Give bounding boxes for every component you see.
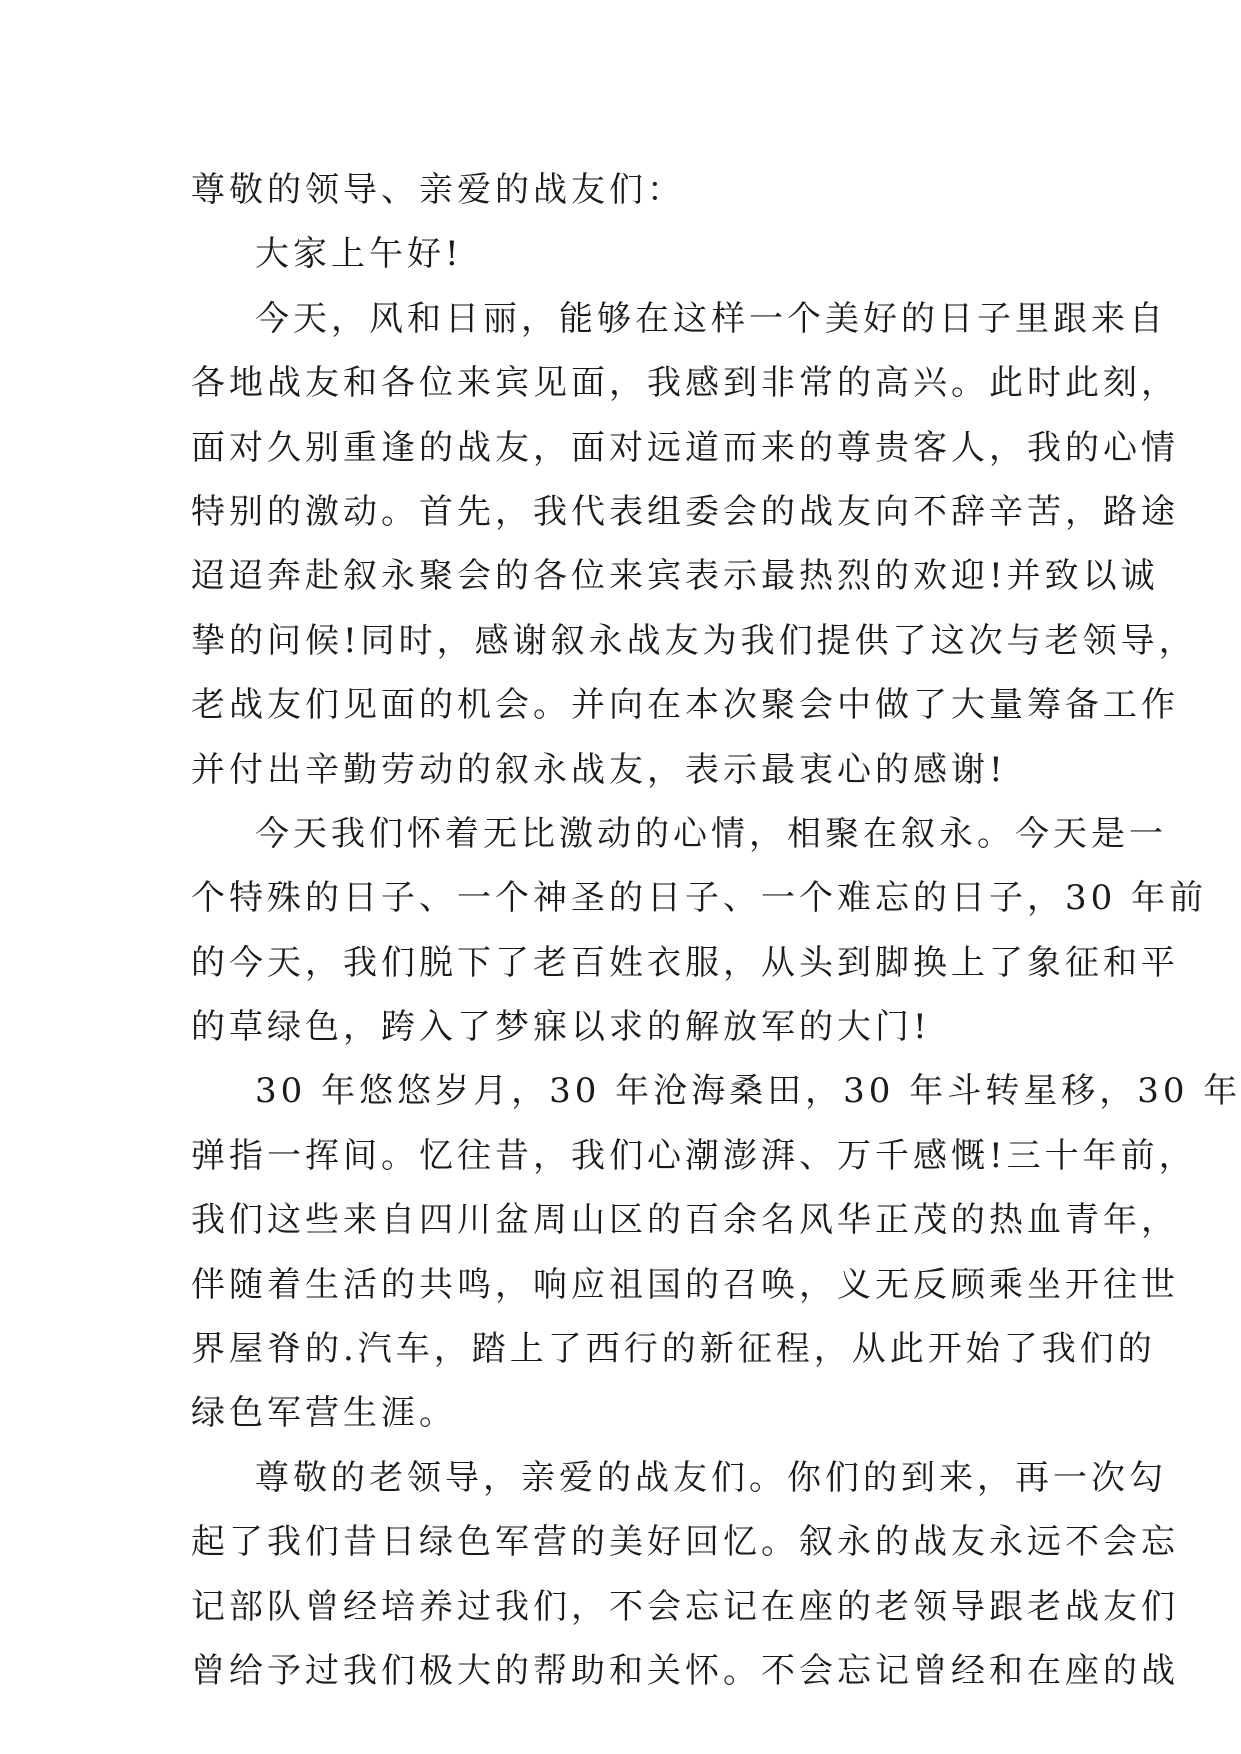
text-line: 伴随着生活的共鸣，响应祖国的召唤，义无反顾乘坐开往世 xyxy=(191,1264,1179,1305)
text-line: 曾给予过我们极大的帮助和关怀。不会忘记曾经和在座的战 xyxy=(191,1650,1179,1691)
text-line: 今天，风和日丽，能够在这样一个美好的日子里跟来自 xyxy=(255,298,1167,339)
text-line: 绿色军营生涯。 xyxy=(191,1393,457,1434)
text-line: 30 年悠悠岁月，30 年沧海桑田，30 年斗转星移，30 年 xyxy=(255,1071,1241,1112)
text-line: 迢迢奔赴叙永聚会的各位来宾表示最热烈的欢迎!并致以诚 xyxy=(191,556,1159,597)
text-line: 弹指一挥间。忆往昔，我们心潮澎湃、万千感慨!三十年前， xyxy=(191,1135,1197,1176)
text-line: 并付出辛勤劳动的叙永战友，表示最衷心的感谢! xyxy=(191,749,1007,790)
text-line: 大家上午好! xyxy=(255,234,463,275)
text-line: 尊敬的老领导，亲爱的战友们。你们的到来，再一次勾 xyxy=(255,1457,1167,1498)
speech-text xyxy=(191,158,1241,1703)
text-line: 记部队曾经培养过我们，不会忘记在座的老领导跟老战友们 xyxy=(191,1586,1179,1627)
text-line: 尊敬的领导、亲爱的战友们： xyxy=(191,170,685,210)
text-line: 的草绿色，跨入了梦寐以求的解放军的大门! xyxy=(191,1007,931,1048)
text-line: 的今天，我们脱下了老百姓衣服，从头到脚换上了象征和平 xyxy=(191,942,1179,983)
text-line: 挚的问候!同时，感谢叙永战友为我们提供了这次与老领导， xyxy=(191,620,1197,661)
text-line: 各地战友和各位来宾见面，我感到非常的高兴。此时此刻， xyxy=(191,363,1179,404)
text-line: 界屋脊的.汽车，踏上了西行的新征程，从此开始了我们的 xyxy=(191,1329,1156,1370)
text-line: 今天我们怀着无比激动的心情，相聚在叙永。今天是一 xyxy=(255,813,1167,854)
text-line: 我们这些来自四川盆周山区的百余名风华正茂的热血青年， xyxy=(191,1200,1179,1241)
text-line: 个特殊的日子、一个神圣的日子、一个难忘的日子，30 年前 xyxy=(191,878,1208,919)
text-line: 特别的激动。首先，我代表组委会的战友向不辞辛苦，路途 xyxy=(191,491,1179,532)
text-line: 面对久别重逢的战友，面对远道而来的尊贵客人，我的心情 xyxy=(191,427,1179,468)
text-line: 起了我们昔日绿色军营的美好回忆。叙永的战友永远不会忘 xyxy=(191,1522,1179,1563)
text-line: 老战友们见面的机会。并向在本次聚会中做了大量筹备工作 xyxy=(191,685,1179,726)
